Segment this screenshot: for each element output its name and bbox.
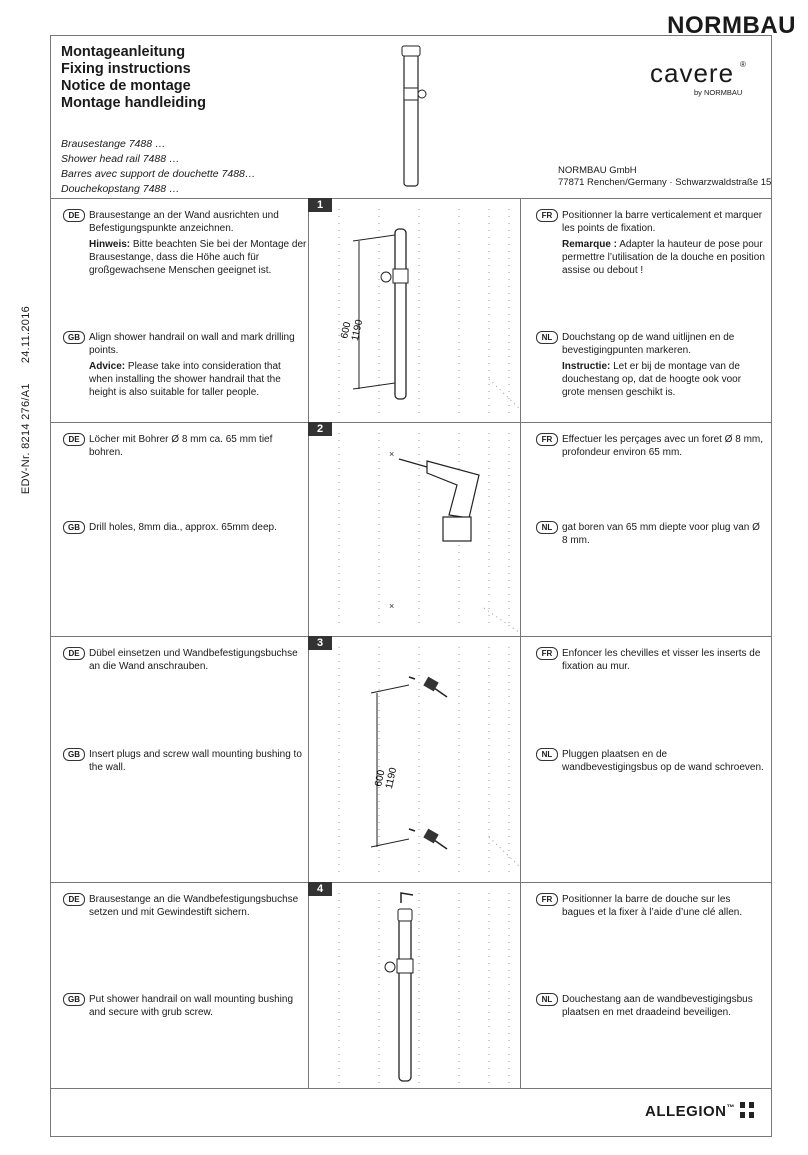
cavere-logo: [650, 58, 746, 97]
step-row-1: [51, 198, 771, 422]
lang-badge-gb: GB: [63, 331, 85, 344]
step-4-fr: [530, 893, 765, 922]
step-1-nl-text: Douchstang op de wand uitlijnen en de bevestigingpunten markeren.: [562, 332, 735, 356]
step-4-de-text: Brausestange an die Wandbefestigungsbuchse setzen und mit Gewindestift sichern.: [89, 894, 299, 918]
logo-by-line: by NORMBAU: [694, 88, 743, 97]
allegion-tm: ™: [726, 1103, 735, 1112]
step-4-nl: [530, 993, 765, 1022]
step-4-illustration: [309, 883, 520, 1089]
lang-badge-de: DE: [63, 209, 85, 222]
step-1-illustration: [309, 199, 520, 423]
logo-word: cavere: [650, 58, 735, 88]
step-2-nl: [530, 521, 765, 550]
lang-badge-fr: FR: [536, 209, 558, 222]
step-2-de: [57, 433, 307, 462]
title-nl: Montage handleiding: [61, 95, 206, 111]
lang-badge-nl: NL: [536, 331, 558, 344]
lang-badge-de: DE: [63, 433, 85, 446]
step-row-4: [51, 882, 771, 1088]
footer: [51, 1088, 771, 1137]
step-3-fr: [530, 647, 765, 676]
step-row-3: [51, 636, 771, 882]
step-3-dim-b: 1190: [383, 766, 400, 790]
step-4-gb: [57, 993, 307, 1022]
step-1-de: [57, 209, 307, 280]
step-3-figure: [308, 637, 521, 882]
svg-text:×: ×: [389, 601, 395, 611]
allegion-name: ALLEGION: [645, 1103, 727, 1120]
step-2-figure: [308, 423, 521, 636]
step-2-gb: [57, 521, 307, 537]
company-info: [558, 165, 771, 189]
step-3-de-text: Dübel einsetzen und Wandbefestigungsbuchse an die Wand anschrauben.: [89, 648, 298, 672]
step-4-de: [57, 893, 307, 922]
title-fr: Notice de montage: [61, 78, 191, 94]
lang-badge-gb: GB: [63, 993, 85, 1006]
step-3-dim-a: 600: [373, 769, 388, 788]
step-4-gb-text: Put shower handrail on wall mounting bushing and secure with grub screw.: [89, 994, 294, 1018]
step-2-fr-text: Effectuer les perçages avec un foret Ø 8 mm, profondeur environ 65 mm.: [562, 434, 764, 458]
step-2-illustration: [309, 423, 520, 637]
step-1-de-text: Brausestange an der Wand ausrichten und Befestigungspunkte anzeichnen.: [89, 210, 279, 234]
step-1-de-note-label: Hinweis:: [89, 239, 131, 250]
doc-number: EDV-Nr. 8214 276/A1: [20, 383, 32, 495]
lang-badge-de: DE: [63, 893, 85, 906]
step-1-nl-note-label: Instructie:: [562, 361, 611, 372]
step-3-nl: [530, 748, 765, 777]
lang-badge-fr: FR: [536, 433, 558, 446]
step-1-de-note: Bitte beachten Sie bei der Montage der Brausestange, dass die Höhe auch für großgewachsene Menschen geeignet ist.: [89, 239, 307, 276]
allegion-logo-text: [645, 1103, 735, 1120]
step-row-2: [51, 422, 771, 636]
step-1-dim-b: 1190: [349, 318, 366, 342]
step-1-number: 1: [308, 198, 332, 212]
step-1-gb: [57, 331, 307, 402]
company-address: 77871 Renchen/Germany · Schwarzwaldstraße 15: [558, 177, 772, 188]
logo-registered: ®: [740, 60, 746, 69]
svg-text:×: ×: [389, 449, 395, 459]
step-1-gb-text: Align shower handrail on wall and mark drilling points.: [89, 332, 295, 356]
lang-badge-nl: NL: [536, 993, 558, 1006]
title-en: Fixing instructions: [61, 61, 191, 77]
subtitle-nl: Douchekopstang 7488 …: [61, 183, 180, 195]
header-subtitles: [61, 137, 255, 197]
step-1-dim-a: 600: [339, 321, 354, 340]
step-3-number: 3: [308, 636, 332, 650]
step-1-fr-note: Adapter la hauteur de pose pour permettre l’utilisation de la douche en position assise ou debout !: [562, 239, 765, 276]
step-1-figure: [308, 199, 521, 422]
step-1-nl: [530, 331, 765, 402]
lang-badge-de: DE: [63, 647, 85, 660]
step-1-gb-note: Please take into consideration that when installing the shower handrail that the height is also suitable for taller people.: [89, 361, 281, 398]
step-2-fr: [530, 433, 765, 462]
brand-title: NORMBAU: [667, 12, 796, 39]
step-1-fr: [530, 209, 765, 280]
step-2-gb-text: Drill holes, 8mm dia., approx. 65mm deep.: [89, 522, 277, 533]
lang-badge-nl: NL: [536, 748, 558, 761]
step-1-fr-text: Positionner la barre verticalement et marquer les points de fixation.: [562, 210, 763, 234]
step-4-fr-text: Positionner la barre de douche sur les bagues et la fixer à l’aide d’une clé allen.: [562, 894, 743, 918]
step-3-nl-text: Pluggen plaatsen en de wandbevestigingsbus op de wand schroeven.: [562, 749, 764, 773]
step-2-number: 2: [308, 422, 332, 436]
step-2-de-text: Löcher mit Bohrer Ø 8 mm ca. 65 mm tief bohren.: [89, 434, 273, 458]
doc-date: 24.11.2016: [20, 305, 32, 364]
side-doc-info: [20, 306, 32, 494]
step-1-fr-note-label: Remarque :: [562, 239, 618, 250]
company-name: NORMBAU GmbH: [558, 165, 637, 176]
step-3-de: [57, 647, 307, 676]
step-3-gb-text: Insert plugs and screw wall mounting bushing to the wall.: [89, 749, 302, 773]
step-2-nl-text: gat boren van 65 mm diepte voor plug van Ø 8 mm.: [562, 522, 760, 546]
lang-badge-gb: GB: [63, 521, 85, 534]
step-4-nl-text: Douchestang aan de wandbevestigingsbus plaatsen en met draadeind beveiligen.: [562, 994, 753, 1018]
allegion-mark-icon: [737, 1099, 757, 1121]
lang-badge-gb: GB: [63, 748, 85, 761]
lang-badge-nl: NL: [536, 521, 558, 534]
subtitle-fr: Barres avec support de douchette 7488…: [61, 168, 256, 180]
subtitle-de: Brausestange 7488 …: [61, 138, 166, 150]
step-3-fr-text: Enfoncer les chevilles et visser les inserts de fixation au mur.: [562, 648, 761, 672]
subtitle-en: Shower head rail 7488 …: [61, 153, 180, 165]
step-4-number: 4: [308, 882, 332, 896]
step-3-illustration: [309, 637, 520, 883]
title-de: Montageanleitung: [61, 44, 186, 60]
header-titles: [61, 44, 206, 112]
side-margin: [0, 0, 50, 1155]
step-1-nl-note: Let er bij de montage van de douchestang op, dat de hoogte ook voor grote mensen geschikt is.: [562, 361, 742, 398]
step-3-gb: [57, 748, 307, 777]
header-rail-illustration: [392, 40, 432, 190]
lang-badge-fr: FR: [536, 647, 558, 660]
lang-badge-fr: FR: [536, 893, 558, 906]
step-1-gb-note-label: Advice:: [89, 361, 126, 372]
step-4-figure: [308, 883, 521, 1088]
